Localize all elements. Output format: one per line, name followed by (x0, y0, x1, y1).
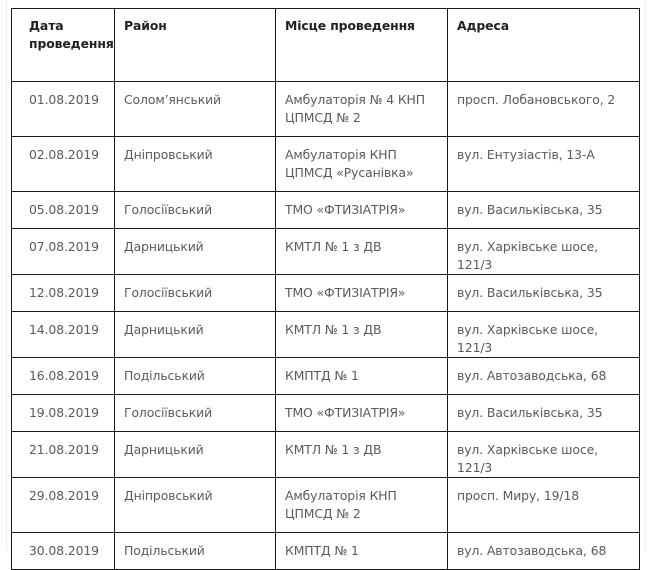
cell-date: 19.08.2019 (12, 395, 115, 432)
cell-district: Дніпровський (115, 137, 276, 192)
header-address: Адреса (448, 9, 640, 82)
cell-address: вул. Харківське шосе, 121/3 (448, 312, 640, 358)
cell-address: просп. Миру, 19/18 (448, 478, 640, 533)
table-body (12, 82, 640, 570)
cell-address: вул. Автозаводська, 68 (448, 358, 640, 395)
page-left-edge (6, 0, 7, 551)
cell-district: Дарницький (115, 229, 276, 275)
table-row (12, 229, 640, 275)
cell-place: КМТЛ № 1 з ДВ (276, 312, 448, 358)
cell-address: вул. Автозаводська, 68 (448, 533, 640, 570)
cell-place: ТМО «ФТИЗІАТРІЯ» (276, 192, 448, 229)
cell-address: вул. Васильківська, 35 (448, 192, 640, 229)
table-header-row (12, 9, 640, 82)
cell-date: 16.08.2019 (12, 358, 115, 395)
table-row (12, 82, 640, 137)
cell-date: 05.08.2019 (12, 192, 115, 229)
cell-date: 12.08.2019 (12, 275, 115, 312)
table-row (12, 358, 640, 395)
page-right-edge (645, 0, 646, 551)
table-row (12, 312, 640, 358)
cell-place: КМТЛ № 1 з ДВ (276, 229, 448, 275)
cell-date: 07.08.2019 (12, 229, 115, 275)
cell-date: 02.08.2019 (12, 137, 115, 192)
table-row (12, 137, 640, 192)
header-district: Район (115, 9, 276, 82)
cell-district: Подільський (115, 533, 276, 570)
header-date: Дата проведення (12, 9, 115, 82)
cell-place: КМПТД № 1 (276, 358, 448, 395)
cell-district: Дарницький (115, 312, 276, 358)
cell-district: Солом’янський (115, 82, 276, 137)
cell-district: Голосіївський (115, 395, 276, 432)
cell-address: вул. Харківське шосе, 121/3 (448, 229, 640, 275)
cell-district: Голосіївський (115, 275, 276, 312)
cell-date: 21.08.2019 (12, 432, 115, 478)
cell-date: 14.08.2019 (12, 312, 115, 358)
cell-district: Подільський (115, 358, 276, 395)
table-row (12, 478, 640, 533)
table-row (12, 275, 640, 312)
schedule-table (11, 8, 640, 570)
cell-date: 30.08.2019 (12, 533, 115, 570)
cell-place: КМПТД № 1 (276, 533, 448, 570)
cell-place: Амбулаторія № 4 КНП ЦПМСД № 2 (276, 82, 448, 137)
cell-place: Амбулаторія КНП ЦПМСД «Русанівка» (276, 137, 448, 192)
cell-address: вул. Харківське шосе, 121/3 (448, 432, 640, 478)
cell-place: ТМО «ФТИЗІАТРІЯ» (276, 275, 448, 312)
cell-address: вул. Васильківська, 35 (448, 275, 640, 312)
header-place: Місце проведення (276, 9, 448, 82)
cell-place: ТМО «ФТИЗІАТРІЯ» (276, 395, 448, 432)
cell-district: Дніпровський (115, 478, 276, 533)
table-row (12, 192, 640, 229)
table-row (12, 533, 640, 570)
table-row (12, 432, 640, 478)
cell-district: Голосіївський (115, 192, 276, 229)
cell-district: Дарницький (115, 432, 276, 478)
cell-address: вул. Ентузіастів, 13-А (448, 137, 640, 192)
table-row (12, 395, 640, 432)
cell-place: Амбулаторія КНП ЦПМСД № 2 (276, 478, 448, 533)
cell-date: 01.08.2019 (12, 82, 115, 137)
cell-date: 29.08.2019 (12, 478, 115, 533)
cell-place: КМТЛ № 1 з ДВ (276, 432, 448, 478)
cell-address: просп. Лобановського, 2 (448, 82, 640, 137)
cell-address: вул. Васильківська, 35 (448, 395, 640, 432)
